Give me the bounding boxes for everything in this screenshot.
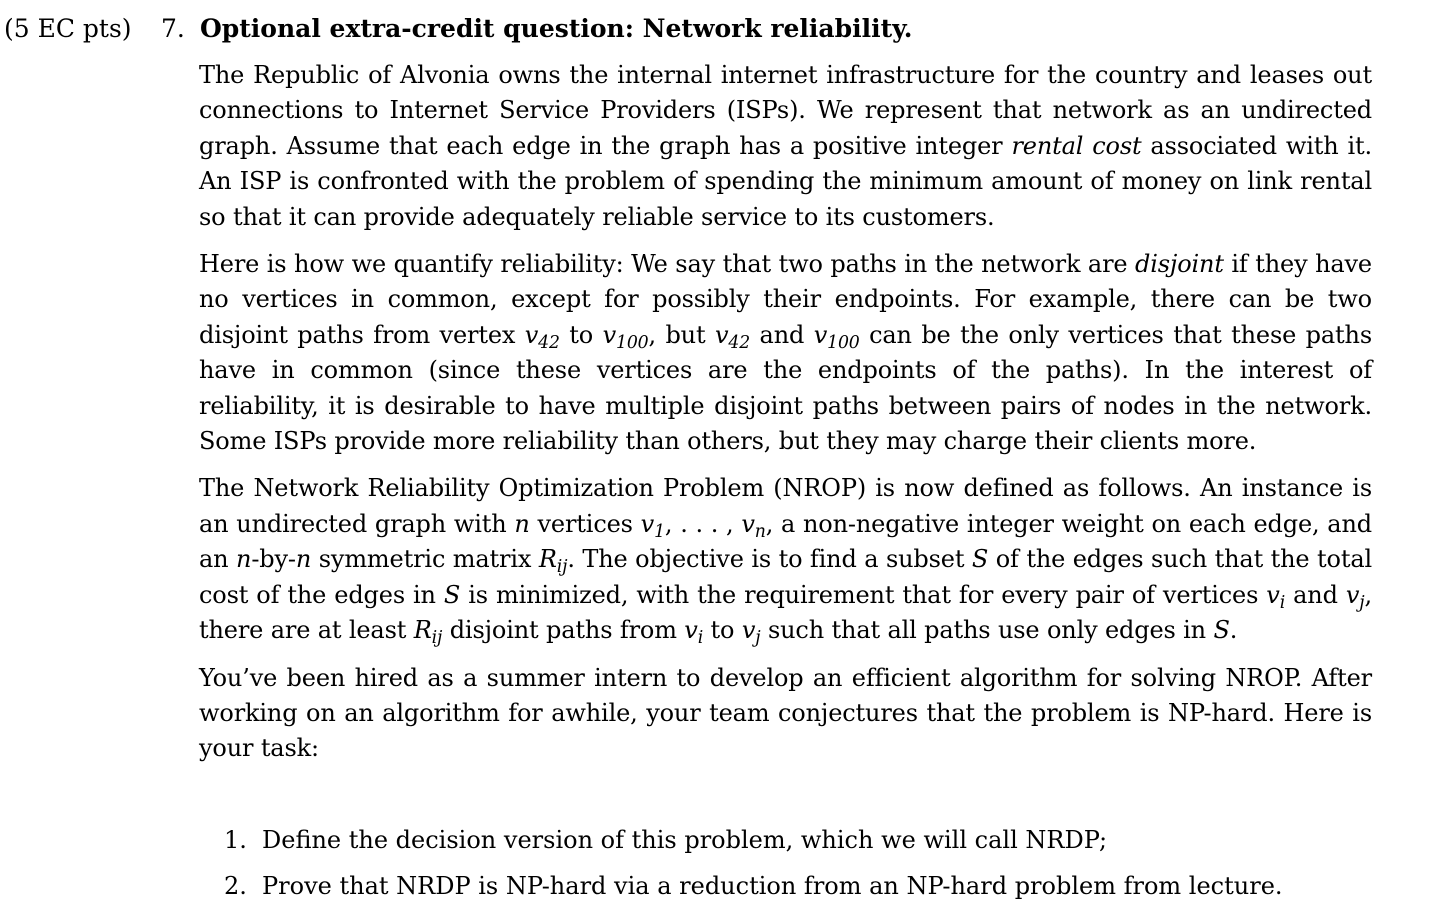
math-subscript: j bbox=[1359, 592, 1365, 613]
text: , there are at least bbox=[199, 580, 1372, 645]
math-subscript: i bbox=[697, 627, 704, 648]
question-title: Optional extra-credit question: Network reliability. bbox=[200, 14, 913, 43]
paragraph-nrop-definition bbox=[199, 471, 1372, 648]
math-v42 bbox=[714, 320, 751, 353]
math-symbol: v bbox=[602, 320, 616, 349]
list-item-number: 1. bbox=[224, 826, 247, 854]
question-points: (5 EC pts) bbox=[4, 14, 132, 43]
math-subscript: 42 bbox=[728, 332, 751, 353]
math-vj bbox=[1345, 580, 1365, 613]
math-symbol: v bbox=[1266, 580, 1280, 609]
text: . bbox=[1229, 616, 1238, 645]
math-symbol: v bbox=[684, 616, 698, 645]
math-vi bbox=[1266, 580, 1286, 613]
math-n: n bbox=[295, 545, 312, 574]
math-vj bbox=[741, 616, 761, 648]
math-s: S bbox=[443, 580, 461, 609]
text: to bbox=[703, 616, 742, 645]
text: if they have no vertices in common, except for possibly their endpoints. For example, there can be two disjoint paths from vertex bbox=[199, 250, 1372, 349]
text: vertices bbox=[529, 509, 641, 538]
text: associated with it. An ISP is confronted with the problem of spending the minimum amount of money on link rental so that it can provide adequately reliable service to its customers. bbox=[199, 131, 1373, 231]
math-s: S bbox=[1213, 616, 1230, 645]
math-symbol: v bbox=[741, 509, 755, 538]
math-v42 bbox=[524, 320, 560, 353]
math-subscript: ij bbox=[556, 557, 568, 578]
task-list bbox=[224, 823, 1283, 915]
math-vn bbox=[741, 509, 766, 542]
paragraph-task-intro: You’ve been hired as a summer intern to develop an efficient algorithm for solving NROP. After working on an algorithm for awhile, your team conjectures that the problem is NP-hard. Here is your task: bbox=[199, 663, 1372, 763]
math-symbol: v bbox=[813, 320, 828, 349]
math-v1 bbox=[640, 509, 665, 542]
text: can be the only vertices that these paths have in common (since these vertices are the endpoints of the paths). In the interest of reliability, it is desirable to have multiple disjoint paths between pairs of nodes in the network. Some ISPs provide more reliability than others, but they may charge their clients more. bbox=[199, 320, 1373, 456]
math-symbol: R bbox=[538, 545, 557, 574]
math-symbol: v bbox=[524, 320, 539, 349]
list-item-text: Define the decision version of this problem, which we will call NRDP; bbox=[262, 826, 1108, 854]
text: , but bbox=[648, 320, 715, 349]
term-disjoint: disjoint bbox=[1135, 250, 1224, 279]
text: Here is how we quantify reliability: We say that two paths in the network are bbox=[199, 250, 1136, 279]
text: of the edges such that the total cost of the edges in bbox=[199, 545, 1373, 609]
math-n: n bbox=[236, 545, 252, 574]
math-subscript: ij bbox=[431, 627, 443, 648]
text: disjoint paths from bbox=[442, 616, 685, 645]
text: is minimized, with the requirement that for every pair of vertices bbox=[460, 580, 1267, 609]
math-v100 bbox=[813, 320, 860, 353]
paragraph-intro bbox=[199, 58, 1372, 235]
text: The Network Reliability Optimization Problem (NROP) is now defined as follows. An instance is an undirected graph with bbox=[199, 474, 1372, 538]
math-subscript: j bbox=[755, 627, 761, 648]
text: to bbox=[559, 320, 603, 349]
math-vi bbox=[684, 616, 704, 648]
math-ellipsis: , . . . , bbox=[664, 509, 742, 538]
math-subscript: 100 bbox=[616, 332, 649, 353]
math-n: n bbox=[514, 509, 530, 538]
math-subscript: 100 bbox=[827, 332, 860, 353]
math-symbol: v bbox=[640, 509, 655, 538]
math-rij bbox=[538, 545, 568, 578]
list-item bbox=[224, 869, 1283, 904]
math-subscript: i bbox=[1279, 592, 1286, 613]
text: and bbox=[750, 320, 814, 349]
math-v100 bbox=[602, 320, 649, 353]
math-subscript: 1 bbox=[654, 521, 665, 542]
math-symbol: v bbox=[1345, 580, 1360, 609]
question-body bbox=[199, 58, 1372, 779]
text: , a non-negative integer weight on each edge, and an bbox=[199, 509, 1372, 574]
math-subscript: n bbox=[754, 521, 766, 542]
text: and bbox=[1285, 580, 1346, 609]
math-subscript: 42 bbox=[538, 332, 560, 353]
paragraph-reliability bbox=[199, 247, 1372, 459]
list-item-number: 2. bbox=[224, 872, 247, 900]
math-rij bbox=[413, 616, 443, 648]
text: such that all paths use only edges in bbox=[760, 616, 1214, 645]
text: The Republic of Alvonia owns the internal internet infrastructure for the country and leases out connections to Internet Service Providers (ISPs). We represent that network as an undirected graph. Assume that each edge in the graph has a positive integer bbox=[199, 61, 1372, 160]
list-item-text: Prove that NRDP is NP-hard via a reduction from an NP-hard problem from lecture. bbox=[262, 872, 1283, 900]
text: . The objective is to find a subset bbox=[567, 545, 972, 574]
text: symmetric matrix bbox=[311, 545, 539, 574]
question-number: 7. bbox=[161, 14, 185, 43]
math-symbol: v bbox=[741, 616, 756, 645]
text: -by- bbox=[251, 545, 296, 574]
math-s: S bbox=[971, 545, 989, 574]
math-symbol: v bbox=[714, 320, 729, 349]
term-rental-cost: rental cost bbox=[1011, 131, 1142, 160]
math-symbol: R bbox=[413, 616, 432, 645]
list-item bbox=[224, 823, 1283, 858]
